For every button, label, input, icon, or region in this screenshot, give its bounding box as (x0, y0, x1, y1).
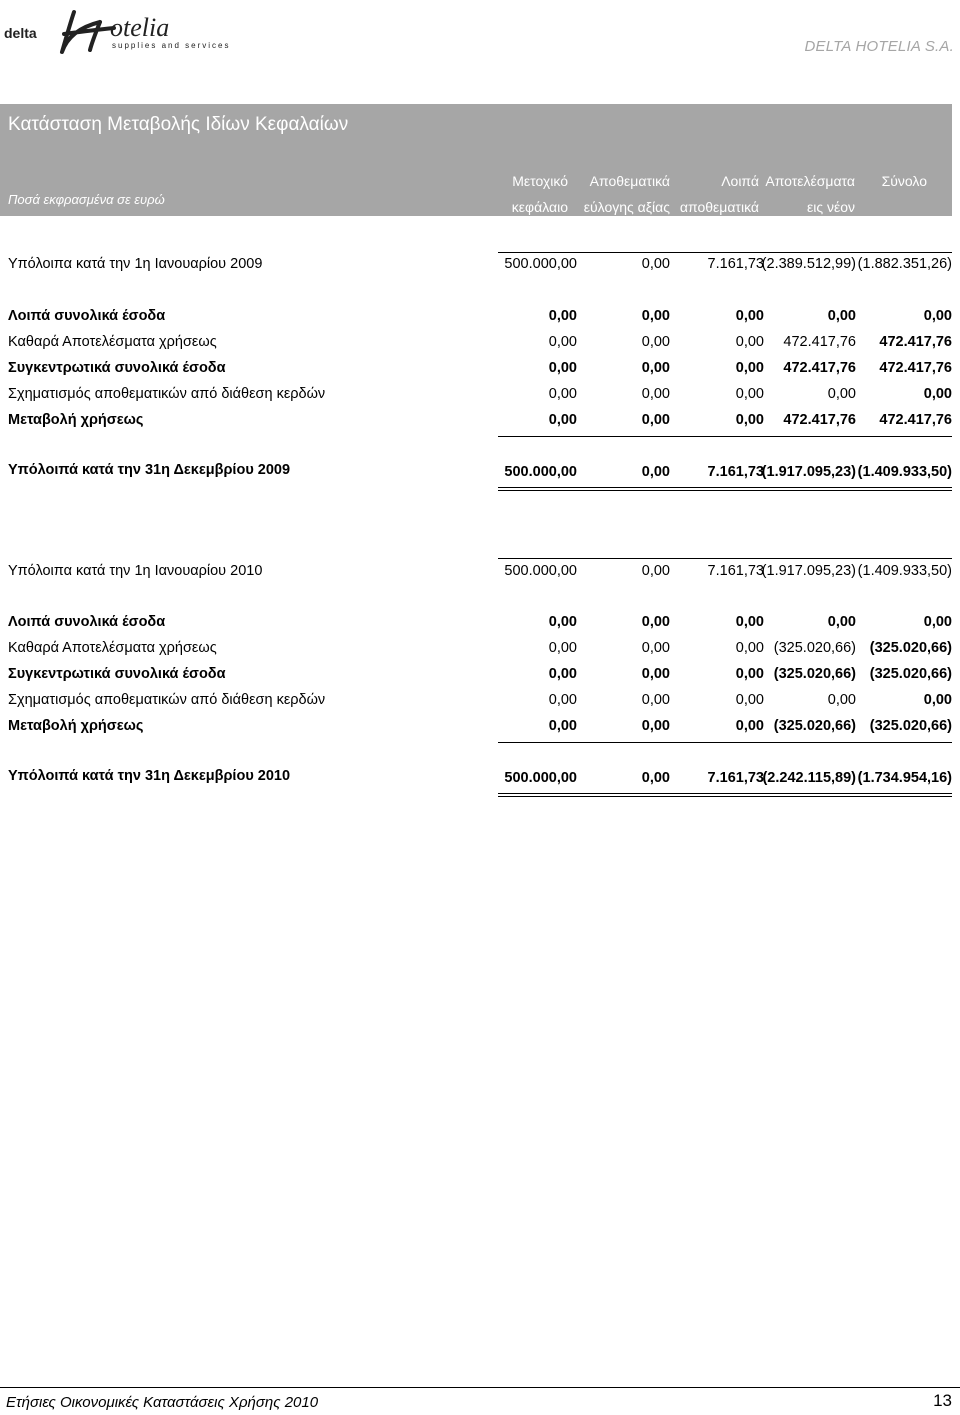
svg-text:supplies and services: supplies and services (112, 41, 231, 50)
table-row: Μεταβολή χρήσεως 0,00 0,00 0,00 472.417,76 472.417,76 (8, 412, 952, 428)
table-row: Καθαρά Αποτελέσματα χρήσεως 0,00 0,00 0,00 (325.020,66) (325.020,66) (8, 640, 952, 656)
column-header-share-capital: Μετοχικό κεφάλαιο (511, 173, 568, 215)
table-row: Υπόλοιπα κατά την 1η Ιανουαρίου 2009 500.000,00 0,00 7.161,73 (2.389.512,99) (1.882.351,26) (8, 256, 952, 272)
table-row: Καθαρά Αποτελέσματα χρήσεως 0,00 0,00 0,00 472.417,76 472.417,76 (8, 334, 952, 350)
company-name: DELTA HOTELIA S.A. (804, 38, 954, 55)
statement-title: Κατάσταση Μεταβολής Ιδίων Κεφαλαίων (8, 114, 349, 135)
table-row: Λοιπά συνολικά έσοδα 0,00 0,00 0,00 0,00 0,00 (8, 614, 952, 630)
double-underline (498, 487, 952, 488)
currency-note: Ποσά εκφρασμένα σε ευρώ (8, 192, 165, 207)
table-row: Υπόλοιπά κατά την 31η Δεκεμβρίου 2009 500.000,00 0,00 7.161,73 (1.917.095,23) (1.409.933,50) (8, 462, 952, 480)
table-row: Σχηματισμός αποθεματικών από διάθεση κερδών 0,00 0,00 0,00 0,00 0,00 (8, 386, 952, 402)
footer-divider (0, 1387, 960, 1388)
table-row: Υπόλοιπα κατά την 1η Ιανουαρίου 2010 500.000,00 0,00 7.161,73 (1.917.095,23) (1.409.933,50) (8, 563, 952, 579)
company-logo (4, 4, 274, 56)
table-row: Συγκεντρωτικά συνολικά έσοδα 0,00 0,00 0,00 (325.020,66) (325.020,66) (8, 666, 952, 682)
divider (498, 558, 952, 559)
table-row: Σχηματισμός αποθεματικών από διάθεση κερδών 0,00 0,00 0,00 0,00 0,00 (8, 692, 952, 708)
page-number: 13 (933, 1391, 952, 1410)
table-row: Υπόλοιπά κατά την 31η Δεκεμβρίου 2010 500.000,00 0,00 7.161,73 (2.242.115,89) (1.734.954,16) (8, 768, 952, 786)
divider (498, 252, 952, 253)
svg-text:otelia: otelia (110, 13, 170, 42)
column-header-total: Σύνολο (881, 173, 927, 189)
column-header-retained-earnings: Αποτελέσματα εις νέον (765, 173, 855, 215)
table-row: Μεταβολή χρήσεως 0,00 0,00 0,00 (325.020,66) (325.020,66) (8, 718, 952, 734)
table-row: Λοιπά συνολικά έσοδα 0,00 0,00 0,00 0,00 0,00 (8, 308, 952, 324)
column-header-fair-value-reserves: Αποθεματικά εύλογης αξίας (583, 173, 670, 215)
statement-header-banner (0, 104, 952, 216)
svg-text:delta: delta (4, 25, 37, 41)
table-row: Συγκεντρωτικά συνολικά έσοδα 0,00 0,00 0,00 472.417,76 472.417,76 (8, 360, 952, 376)
footer-title: Ετήσιες Οικονομικές Καταστάσεις Χρήσης 2010 (6, 1394, 319, 1411)
divider (498, 742, 952, 743)
column-header-other-reserves: Λοιπά αποθεματικά (679, 173, 759, 215)
divider (498, 436, 952, 437)
double-underline (498, 793, 952, 794)
